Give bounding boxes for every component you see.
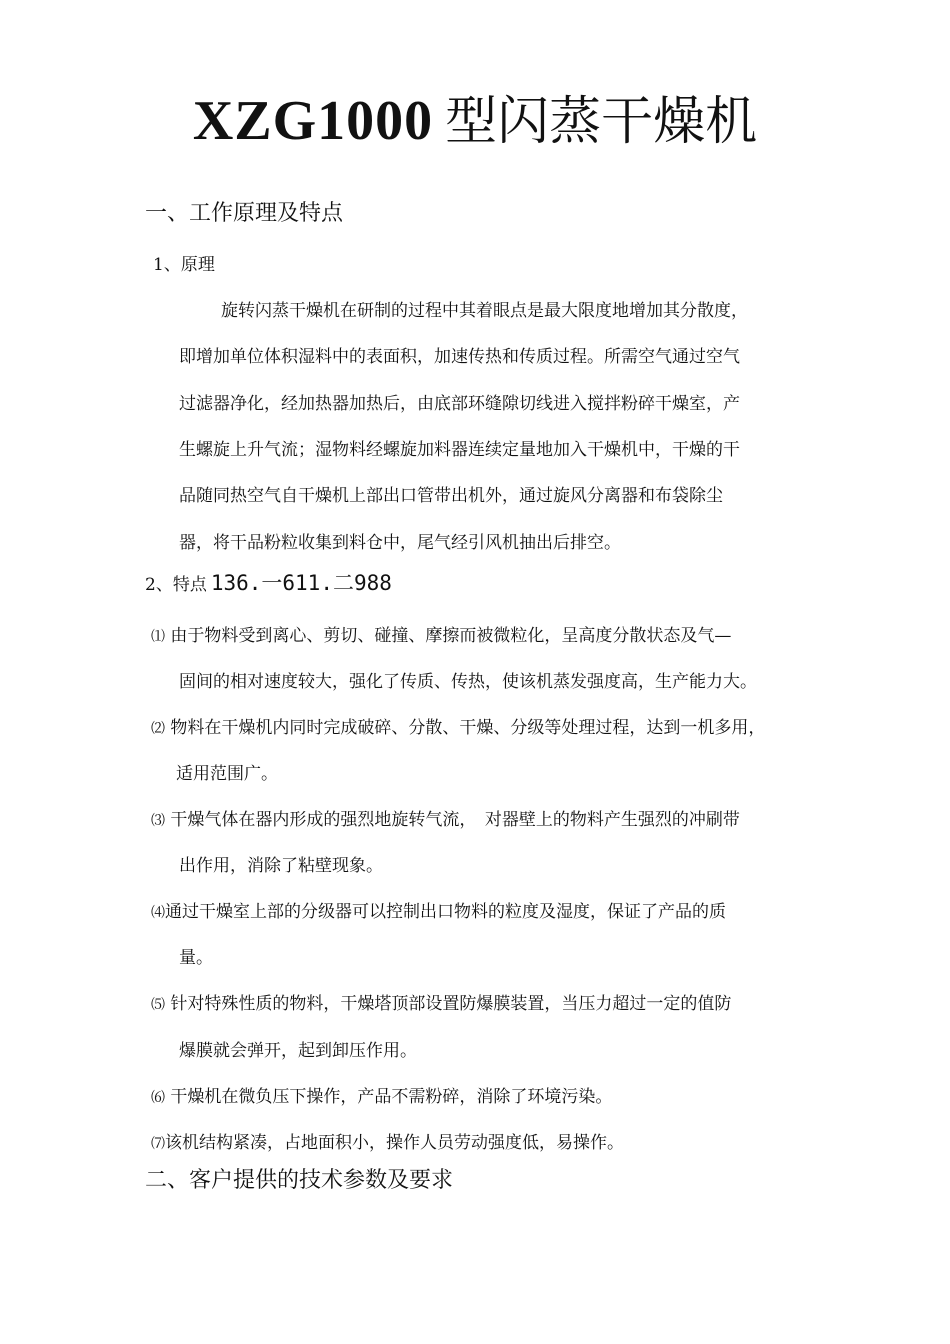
principle-line: 生螺旋上升气流；湿物料经螺旋加料器连续定量地加入干燥机中，干燥的干 (179, 440, 740, 460)
feature-line: 物料在干燥机内同时完成破碎、分散、干燥、分级等处理过程，达到一机多用， (170, 718, 766, 738)
feature-line: 干燥气体在器内形成的强烈地旋转气流， 对器壁上的物料产生强烈的冲刷带 (170, 810, 740, 830)
feature-line: 通过干燥室上部的分级器可以控制出口物料的粒度及湿度，保证了产品的质 (165, 902, 726, 922)
feature-item (151, 991, 731, 1018)
principle-line: 旋转闪蒸干燥机在研制的过程中其着眼点是最大限度地增加其分散度， (221, 301, 748, 321)
feature-number: ⑹ (151, 1090, 165, 1106)
feature-number: ⑴ (151, 629, 165, 645)
feature-line: 量。 (179, 948, 213, 968)
feature-line: 针对特殊性质的物料，干燥塔顶部设置防爆膜装置，当压力超过一定的值防 (170, 994, 732, 1014)
document-title (0, 86, 950, 157)
feature-line: 爆膜就会弹开，起到卸压作用。 (179, 1041, 417, 1061)
principle-line: 品随同热空气自干燥机上部出口管带出机外，通过旋风分离器和布袋除尘 (179, 486, 723, 506)
principle-line: 即增加单位体积湿料中的表面积，加速传热和传质过程。所需空气通过空气 (179, 347, 740, 367)
subheading-features (145, 570, 392, 598)
feature-line: 干燥机在微负压下操作，产品不需粉碎，消除了环境污染。 (170, 1087, 613, 1107)
feature-item (151, 1130, 624, 1157)
features-heading-text: 2、特点 (145, 575, 207, 595)
subheading-principle: 1、原理 (153, 255, 215, 275)
title-name: 型闪蒸干燥机 (445, 92, 758, 152)
section-heading-1: 一、工作原理及特点 (145, 201, 344, 226)
feature-number: ⑶ (151, 813, 165, 829)
feature-number: ⑸ (151, 997, 165, 1013)
feature-number: ⑷ (151, 905, 165, 921)
contact-number: 136.一611.二988 (210, 571, 392, 595)
feature-line: 出作用，消除了粘壁现象。 (179, 856, 383, 876)
feature-item (151, 899, 726, 926)
principle-line: 器，将干品粉粒收集到料仓中，尾气经引风机抽出后排空。 (179, 533, 621, 553)
feature-line: 由于物料受到离心、剪切、碰撞、摩擦而被微粒化，呈高度分散状态及气— (170, 626, 732, 646)
feature-line: 该机结构紧凑，占地面积小，操作人员劳动强度低，易操作。 (165, 1133, 624, 1153)
feature-item (151, 715, 765, 742)
principle-line: 过滤器净化，经加热器加热后，由底部环缝隙切线进入搅拌粉碎干燥室，产 (179, 394, 740, 414)
feature-number: ⑵ (151, 721, 165, 737)
feature-item (151, 623, 731, 650)
title-model: XZG1000 (192, 90, 434, 152)
section-heading-2: 二、客户提供的技术参数及要求 (145, 1168, 454, 1193)
feature-number: ⑺ (151, 1136, 165, 1152)
feature-line: 适用范围广。 (176, 764, 278, 784)
feature-line: 固间的相对速度较大，强化了传质、传热，使该机蒸发强度高，生产能力大。 (179, 672, 757, 692)
feature-item (151, 1084, 612, 1111)
feature-item (151, 807, 740, 834)
